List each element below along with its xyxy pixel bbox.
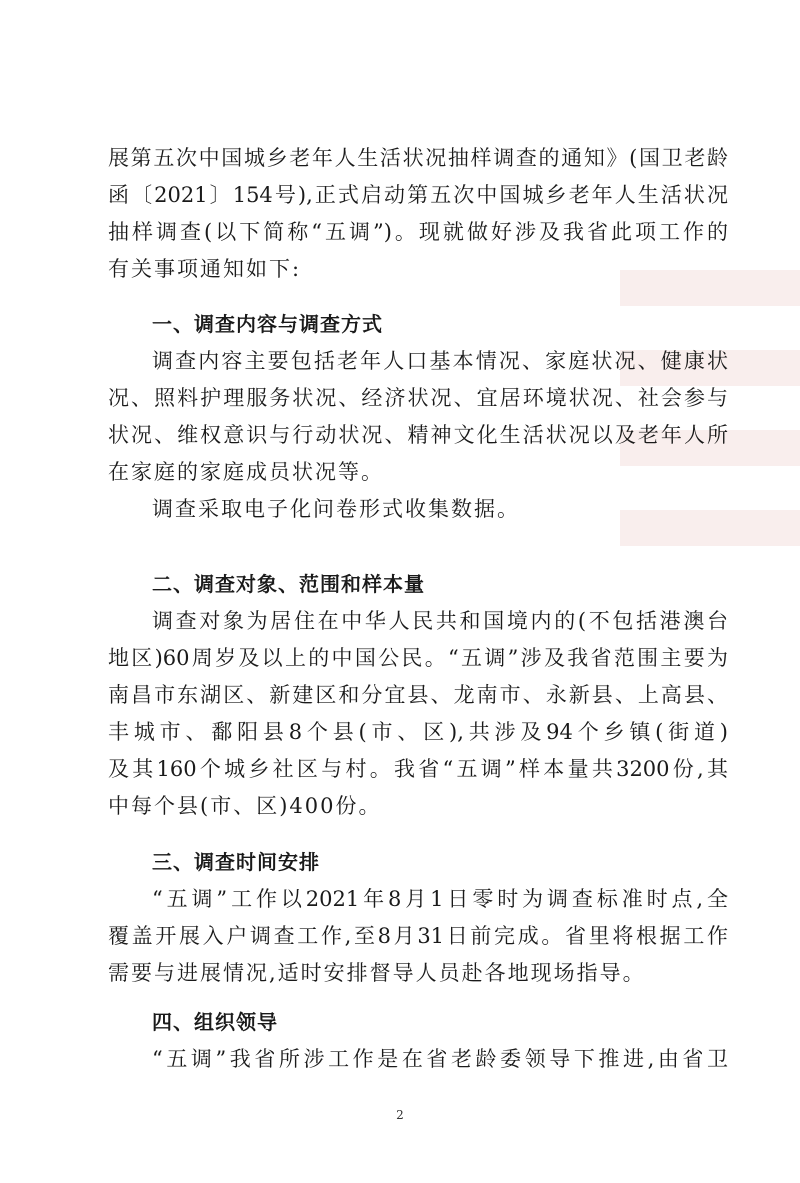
section-1 [108,306,728,528]
text-line: 抽样调查(以下简称“五调”)。现就做好涉及我省此项工作的 [108,220,728,244]
text-line: 覆盖开展入户调查工作,至8月31日前完成。省里将根据工作 [108,924,728,948]
section-1-heading: 一、调查内容与调查方式 [152,312,383,336]
text-line: 调查对象为居住在中华人民共和国境内的(不包括港澳台 [152,609,728,633]
section-2-heading: 二、调查对象、范围和样本量 [152,572,425,596]
text-line: 调查采取电子化问卷形式收集数据。 [152,497,520,521]
section-4-heading: 四、组织领导 [152,1010,278,1034]
intro-paragraph [108,140,728,288]
section-3-heading: 三、调查时间安排 [152,850,320,874]
text-line: 南昌市东湖区、新建区和分宜县、龙南市、永新县、上高县、 [108,683,728,707]
text-line: 需要与进展情况,适时安排督导人员赴各地现场指导。 [108,961,646,985]
section-3 [108,844,728,992]
text-line: 丰城市、鄱阳县8个县(市、区),共涉及94个乡镇(街道) [108,720,728,744]
text-line: 及其160个城乡社区与村。我省“五调”样本量共3200份,其 [108,757,728,781]
text-line: 中每个县(市、区)400份。 [108,794,382,818]
text-line: “五调”工作以2021年8月1日零时为调查标准时点,全 [152,887,728,911]
page-number: 2 [396,1108,404,1122]
section-2 [108,566,728,825]
text-line: 函〔2021〕154号),正式启动第五次中国城乡老年人生活状况 [108,183,728,207]
section-4 [108,1004,728,1078]
text-line: 状况、维权意识与行动状况、精神文化生活状况以及老年人所 [108,423,728,447]
text-line: “五调”我省所涉工作是在省老龄委领导下推进,由省卫 [152,1047,728,1071]
text-line: 有关事项通知如下: [108,257,302,281]
text-line: 在家庭的家庭成员状况等。 [108,460,384,484]
text-line: 展第五次中国城乡老年人生活状况抽样调查的通知》(国卫老龄 [108,146,728,170]
text-line: 调查内容主要包括老年人口基本情况、家庭状况、健康状 [152,349,728,373]
text-line: 地区)60周岁及以上的中国公民。“五调”涉及我省范围主要为 [108,646,728,670]
text-line: 况、照料护理服务状况、经济状况、宜居环境状况、社会参与 [108,386,728,410]
